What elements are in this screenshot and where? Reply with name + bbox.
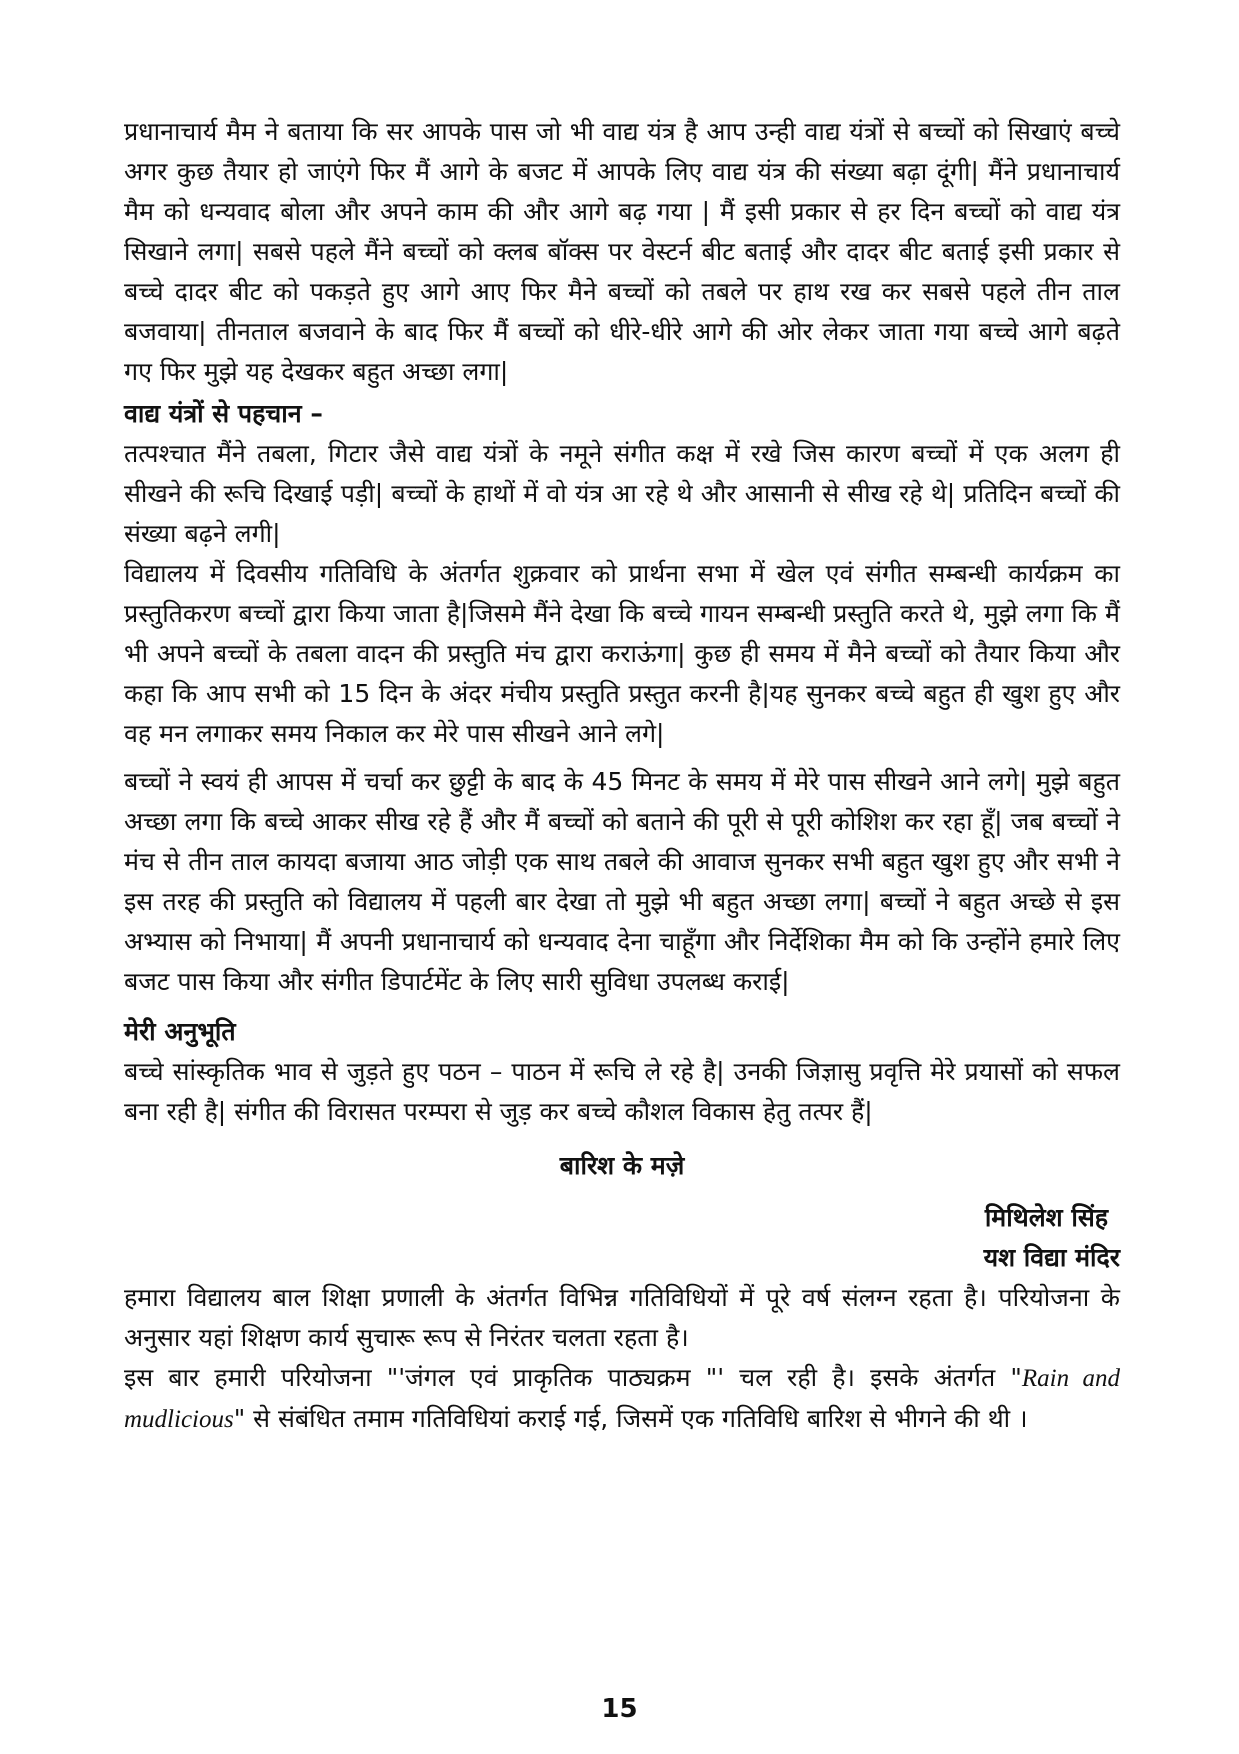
- rain-project-text-start: इस बार हमारी परियोजना "'जंगल एवं प्राकृतिक पाठ्यक्रम "' चल रही है। इसके अंतर्गत ": [124, 1363, 1022, 1392]
- paragraph-experience: बच्चे सांस्कृतिक भाव से जुड़ते हुए पठन – पाठन में रूचि ले रहे है| उनकी जिज्ञासु प्रवृत्ति मेरे प्रयासों को सफल बना रही है| संगीत की विरासत परम्परा से जुड़ कर बच्चे कौशल विकास हेतु तत्पर हैं|: [124, 1057, 1120, 1126]
- article-title: बारिश के मज़े: [559, 1151, 685, 1180]
- section-heading-my-experience: मेरी अनुभूति: [124, 1017, 236, 1046]
- paragraph-instrument-samples: तत्पश्चात मैंने तबला, गिटार जैसे वाद्य यंत्रों के नमूने संगीत कक्ष में रखे जिस कारण बच्चों में एक अलग ही सीखने की रूचि दिखाई पड़ी| बच्चों के हाथों में वो यंत्र आ रहे थे और आसानी से सीख रहे थे| प्रतिदिन बच्चों की संख्या बढ़ने लगी|: [124, 439, 1120, 548]
- paragraph-after-school-practice: बच्चों ने स्वयं ही आपस में चर्चा कर छुट्टी के बाद के 45 मिनट के समय में मेरे पास सीखने आने लगे| मुझे बहुत अच्छा लगा कि बच्चे आकर सीख रहे हैं और मैं बच्चों को बताने की पूरी से पूरी कोशिश कर रहा हूँ| जब बच्चों ने मंच से तीन ताल कायदा बजाया आठ जोड़ी एक साथ तबले की आवाज सुनकर सभी बहुत खुश हुए और सभी ने इस तरह की प्रस्तुति को विद्यालय में पहली बार देखा तो मुझे भी बहुत अच्छा लगा| बच्चों ने बहुत अच्छे से इस अभ्यास को निभाया| मैं अपनी प्रधानाचार्य को धन्यवाद देना चाहूँगा और निर्देशिका मैम को कि उन्होंने हमारे लिए बजट पास किया और संगीत डिपार्टमेंट के लिए सारी सुविधा उपलब्ध कराई|: [124, 767, 1120, 996]
- paragraph-school-projects: हमारा विद्यालय बाल शिक्षा प्रणाली के अंतर्गत विभिन्न गतिविधियों में पूरे वर्ष संलग्न रहता है। परियोजना के अनुसार यहां शिक्षण कार्य सुचारू रूप से निरंतर चलता रहता है।: [124, 1283, 1120, 1352]
- paragraph-rain-project: [124, 1358, 1120, 1440]
- page-number: 15: [601, 1694, 638, 1724]
- paragraph-teaching-instruments: प्रधानाचार्य मैम ने बताया कि सर आपके पास जो भी वाद्य यंत्र है आप उन्ही वाद्य यंत्रों से बच्चों को सिखाएं बच्चे अगर कुछ तैयार हो जाएंगे फिर मैं आगे के बजट में आपके लिए वाद्य यंत्र की संख्या बढ़ा दूंगी| मैंने प्रधानाचार्य मैम को धन्यवाद बोला और अपने काम की और आगे बढ़ गया | मैं इसी प्रकार से हर दिन बच्चों को वाद्य यंत्र सिखाने लगा| सबसे पहले मैंने बच्चों को क्लब बॉक्स पर वेस्टर्न बीट बताई और दादर बीट बताई इसी प्रकार से बच्चे दादर बीट को पकड़ते हुए आगे आए फिर मैने बच्चों को तबले पर हाथ रख कर सबसे पहले तीन ताल बजवाया| तीनताल बजवाने के बाद फिर मैं बच्चों को धीरे-धीरे आगे की ओर लेकर जाता गया बच्चे आगे बढ़ते गए फिर मुझे यह देखकर बहुत अच्छा लगा|: [124, 117, 1120, 386]
- paragraph-friday-assembly: विद्यालय में दिवसीय गतिविधि के अंतर्गत शुक्रवार को प्रार्थना सभा में खेल एवं संगीत सम्बन्धी कार्यक्रम का प्रस्तुतिकरण बच्चों द्वारा किया जाता है|जिसमे मैंने देखा कि बच्चे गायन सम्बन्धी प्रस्तुति करते थे, मुझे लगा कि मैं भी अपने बच्चों के तबला वादन की प्रस्तुति मंच द्वारा कराऊंगा| कुछ ही समय में मैने बच्चों को तैयार किया और कहा कि आप सभी को 15 दिन के अंदर मंचीय प्रस्तुति प्रस्तुत करनी है|यह सुनकर बच्चे बहुत ही खुश हुए और वह मन लगाकर समय निकाल कर मेरे पास सीखने आने लगे|: [124, 559, 1120, 748]
- section-heading-instrument-identification: वाद्य यंत्रों से पहचान –: [124, 399, 323, 428]
- page-content: [124, 112, 1120, 1440]
- rain-project-latin-title: Rain and mudlicious: [124, 1365, 1121, 1433]
- article-author: मिथिलेश सिंह: [984, 1203, 1108, 1232]
- rain-project-text-end: " से संबंधित तमाम गतिविधियां कराई गई, जिसमें एक गतिविधि बारिश से भीगने की थी ।: [233, 1404, 1028, 1433]
- article-school: यश विद्या मंदिर: [983, 1243, 1120, 1272]
